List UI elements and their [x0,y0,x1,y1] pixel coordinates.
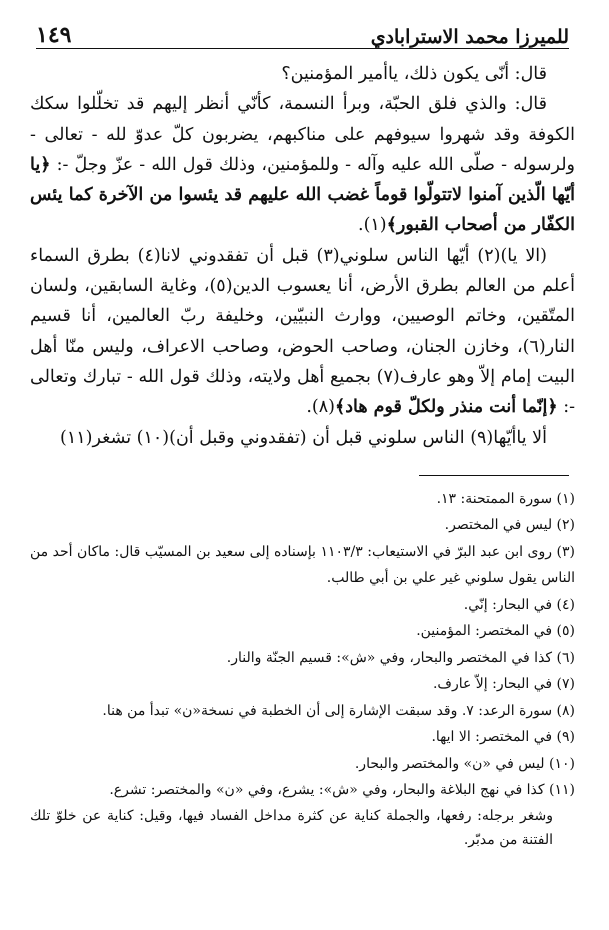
footnote-2: (٢) ليس في المختصر. [444,517,575,534]
footnote-8: (٨) سورة الرعد: ٧. وقد سبقت الإشارة إلى أن الخطبة في نسخة«ن» تبدأ من هنا. [102,702,575,719]
page-number: ١٤٩ [36,22,72,48]
footnotes [30,486,575,852]
footnote-3: (٣) روى ابن عبد البرّ في الاستيعاب: ١١٠٣/٣ بإسناده إلى سعيد بن المسيّب قال: ماكان أحد من الناس يقول سلوني غير علي بن أبي طالب. [30,543,575,587]
footnote-separator [419,475,569,476]
footnote-10: (١٠) ليس في «ن» والمختصر والبحار. [354,755,575,772]
footnote-5: (٥) في المختصر: المؤمنين. [416,623,575,640]
paragraph-1: قال: أنّى يكون ذلك، ياأمير المؤمنين؟ [281,64,547,84]
footnote-continuation: وشغر برجله: رفعها، والجملة كناية عن كثرة مداخل الفساد فيها، وقيل: كناية عن خلوّ تلك الفتنة من مدبّر. [30,807,553,848]
footnote-1: (١) سورة الممتحنة: ١٣. [436,490,575,507]
quran-verse-1: ﴿يا أيّها الّذين آمنوا لاتتولّوا قوماً غضب الله عليهم قد يئسوا من الآخرة كما يئس الكفّار من أصحاب القبور﴾ [30,154,575,236]
footnote-11: (١١) كذا في نهج البلاغة والبحار، وفي «ش»: يشرع، وفي «ن» والمختصر: تشرع. [109,782,575,799]
paragraph-3-text: (الا يا)(٢) أيّها الناس سلوني(٣) قبل أن تفقدوني لانا(٤) بطرق السماء أعلم من العالم بطرق الأرض، أنا يعسوب الدين(٥)، وغاية السابقين، ولسان المتّقين، وخاتم الوصيين، ووارث النبيّين، وخليفة ربّ العالمين، أنا قسيم النار(٦)، وخازن الجنان، وصاحب الحوض، وصاحب الاعراف، وليس منّا أهل البيت إمام إلاّ وهو عارف(٧) بجميع أهل ولايته، وذلك قول الله - تبارك وتعالى -: [30,245,576,418]
quran-verse-2: ﴿إنّما أنت منذر ولكلّ قوم هاد﴾ [334,397,558,418]
paragraph-4: ألا ياأيّها(٩) الناس سلوني قبل أن (تفقدوني وقبل أن)(١٠) تشغر(١١) [60,427,547,448]
footnote-6: (٦) كذا في المختصر والبحار، وفي «ش»: قسيم الجنّة والنار. [226,649,575,666]
paragraph-3 [30,241,575,423]
running-title: للميرزا محمد الاسترابادي [370,26,569,48]
main-text [30,59,575,453]
paragraph-3-end: (٨). [306,397,335,418]
footnote-4: (٤) في البحار: إنّي. [463,596,575,613]
footnote-7: (٧) في البحار: إلاّ عارف. [432,676,575,693]
paragraph-2-text: قال: والذي فلق الحبّة، وبرأ النسمة، كأنّي أنظر إليهم قد تخلّلوا سكك الكوفة وقد شهروا سيوفهم على مناكبهم، يضربون كلّ عدوّ لله - تعالى - ولرسوله - صلّى الله عليه وآله - وللمؤمنين، وذلك قول الله - عزّ وجلّ -: [30,94,575,175]
paragraph-2 [30,89,575,240]
footnote-9: (٩) في المختصر: الا ايها. [431,729,575,746]
paragraph-2-end: (١). [358,215,387,236]
page-header [36,18,569,49]
